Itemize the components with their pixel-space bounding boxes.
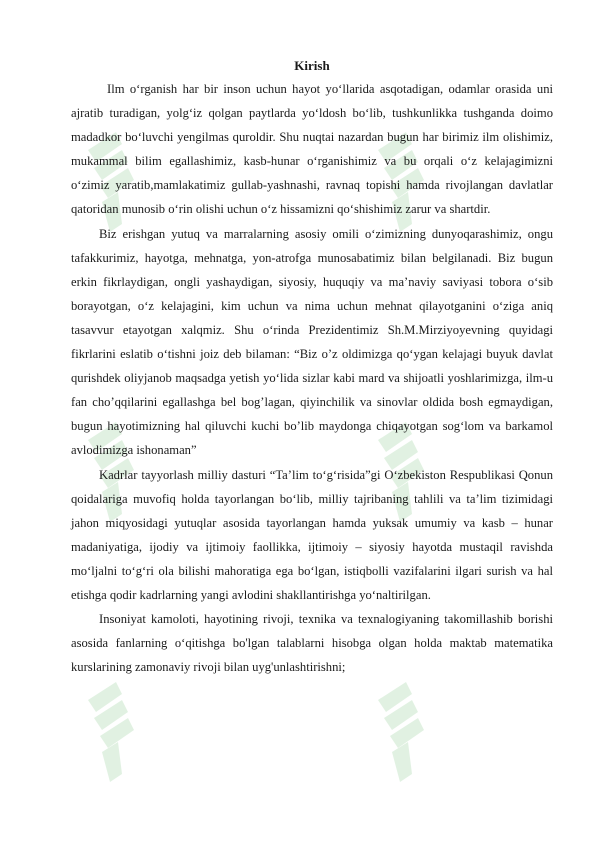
document-page xyxy=(71,56,553,679)
document-title: Kirish xyxy=(294,58,330,73)
paragraph-4: Insoniyat kamoloti, hayotining rivoji, texnika va texnalogiyaning takomillashib borishi asosida fanlarning o‘qitishga bo'lgan talablarni hisobga olgan holda maktab matematika kurslarining zamonaviy rivoji bilan uyg'unlashtirishni; xyxy=(71,612,553,675)
paragraph-1: Ilm o‘rganish har bir inson uchun hayot yo‘llarida asqotadigan, odamlar orasida uni ajratib turadigan, yolg‘iz qolgan paytlarda yo‘ldosh bo‘lib, tushkunlikka tushganda doimo madadkor bo‘luvchi yengilmas quroldir. Shu nuqtai nazardan bugun har birimiz ilm olishimiz, mukammal bilim egallashimiz, kasb-hunar o‘rganishimiz va bu orqali o‘z kelajagimizni o‘zimiz yaratib,mamlakatimiz gullab-yashnashi, ravnaq topishi hamda rivojlangan davlatlar qatoridan munosib o‘rin olishi uchun o‘z hissamizni qo‘shishimiz zarur va shartdir. xyxy=(71,82,553,217)
paragraph-2: Biz erishgan yutuq va marralarning asosiy omili o‘zimizning dunyoqarashimiz, ongu tafakkurimiz, hayotga, mehnatga, yon-atrofga munosabatimiz bilan belgilanadi. Biz bugun erkin fikrlaydigan, ongli yashaydigan, siyosiy, huquqiy va ma’naviy saviyasi tobora o‘sib borayotgan, o‘z kelajagini, kim uchun va nima uchun mehnat qilayotganini o‘ziga aniq tasavvur etayotgan xalqmiz. Shu o‘rinda Prezidentimiz Sh.M.Mirziyoyevning quyidagi fikrlarini eslatib o‘tishni joiz deb bilaman: “Biz o’z oldimizga qo‘ygan kelajagi buyuk davlat qurishdek oliyjanob maqsadga yetish yo‘lida sizlar kabi mard va shijoatli yoshlarimizga, ilm-u fan cho’qqilarini egallashga bel bog’lagan, qiyinchilik va sinovlar oldida bosh egmaydigan, bugun hayotimizning hal qiluvchi kuchi bo’lib maydonga chiqayotgan sog‘lom va barkamol avlodimizga ishonaman” xyxy=(71,226,553,458)
paragraph-3: Kadrlar tayyorlash milliy dasturi “Ta’lim to‘g‘risida”gi O‘zbekiston Respublikasi Qonun qoidalariga muvofiq holda tayorlangan bo‘lib, milliy tajribaning tahlili va ta’lim tizimidagi jahon miqyosidagi yutuqlar asosida tayorlangan hamda yuksak umumiy va kasb – hunar madaniyatiga, ijodiy va ijtimoiy faollikka, ijtimoiy – siyosiy hayotda mustaqil ravishda mo‘ljalni to‘g‘ri ola bilishi mahoratiga ega bo‘lgan, istiqbolli vazifalarini ilgari surish va hal etishga qodir kadrlarning yangi avlodini shakllantirishga yo‘naltirilgan. xyxy=(71,467,553,602)
